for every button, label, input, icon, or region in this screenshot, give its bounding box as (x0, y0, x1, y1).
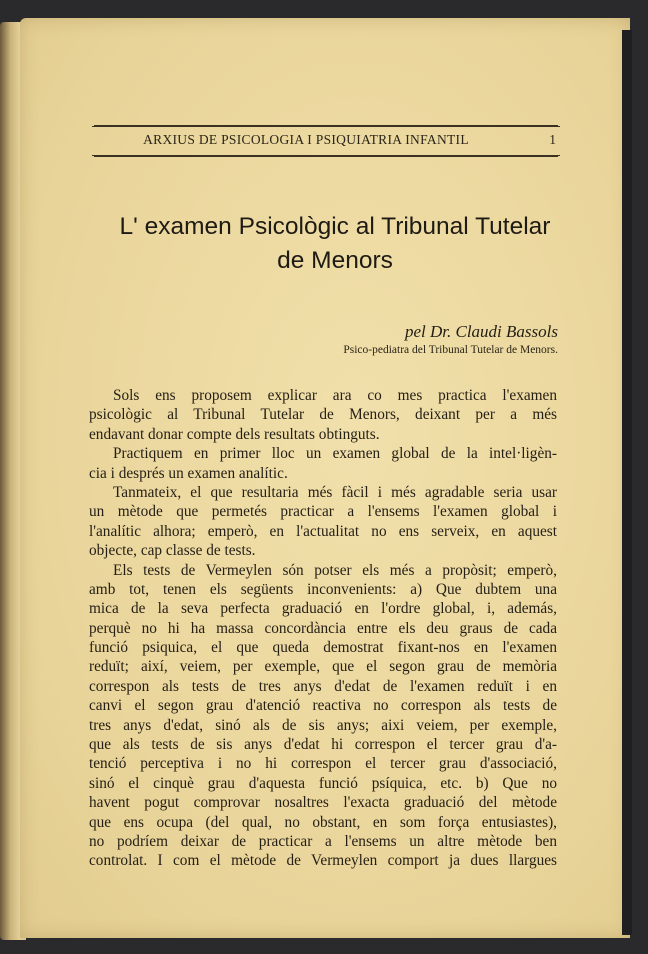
body-line: tres anys d'edat, sinó als de sis anys; aixi veiem, per exemple, (89, 716, 557, 734)
body-line: havent pogut comprovar nosaltres l'exacta graduació del mètode (89, 794, 557, 812)
body-line: correspon als tests de tres anys d'edat de l'examen reduït i en (89, 677, 557, 695)
body-line: amb tot, tenen els següents inconvenients: a) Que dubtem una (89, 580, 557, 598)
body-line: que ens ocupa (del qual, no obstant, en som força entusiastes), (89, 813, 557, 831)
body-line: perquè no hi ha massa concordància entre els deu graus de cada (89, 619, 557, 637)
body-line: Tanmateix, el que resultaria més fàcil i més agradable seria usar (113, 483, 557, 501)
article-body (89, 386, 557, 871)
body-line: reduït; així, veiem, per exemple, que el segon grau de memòria (89, 658, 557, 676)
body-line: objecte, cap classe de tests. (89, 542, 256, 560)
body-line: un mètode que permetés practicar a l'ensems l'examen global i (89, 503, 557, 521)
body-line: endavant donar compte dels resultats obtinguts. (89, 425, 380, 443)
body-line: psicològic al Tribunal Tutelar de Menors, deixant per a més (89, 406, 557, 424)
body-line: Sols ens proposem explicar ara co mes practica l'examen (113, 387, 557, 404)
body-line: que als tests de sis anys d'edat hi correspon el tercer grau d'a- (89, 736, 557, 754)
body-line: l'analític alhora; emperò, en l'actualitat no ens serveix, en aquest (89, 522, 557, 540)
page-number: 1 (549, 132, 556, 147)
body-line: Practiquem en primer lloc un examen global de la intel·ligèn- (113, 445, 557, 463)
article-title (80, 210, 590, 278)
body-line: Els tests de Vermeylen són potser els més a propòsit; emperò, (113, 561, 557, 579)
body-line: cia i després un examen analític. (89, 464, 288, 482)
article-title-line: L' examen Psicològic al Tribunal Tutelar (119, 213, 551, 240)
running-header (92, 126, 560, 156)
author-byline: pel Dr. Claudi Bassols (404, 322, 558, 341)
page-edge-shadow (622, 30, 632, 935)
body-line: funció psiquica, el que queda demostrat fixant-nos en l'examen (89, 639, 557, 657)
article-title-line: de Menors (277, 247, 393, 274)
body-line: sinó el cinquè grau d'aquesta funció psíquica, etc. b) Que no (89, 774, 557, 792)
body-line: controlat. I com el mètode de Vermeylen comport ja dues llargues (89, 852, 557, 870)
author-affiliation: Psico-pediatra del Tribunal Tutelar de Menors. (343, 344, 558, 356)
body-line: canvi el segon grau d'atenció reactiva no correspon als tests de (89, 697, 557, 715)
body-line: no podríem deixar de practicar a l'ensems un altre mètode ben (89, 832, 557, 850)
journal-title: ARXIUS DE PSICOLOGIA I PSIQUIATRIA INFANTIL (143, 132, 469, 147)
body-line: mica de la seva perfecta graduació en l'ordre global, i, además, (89, 600, 557, 618)
body-line: tenció perceptiva i no hi correspon el tercer grau d'associació, (89, 755, 557, 773)
